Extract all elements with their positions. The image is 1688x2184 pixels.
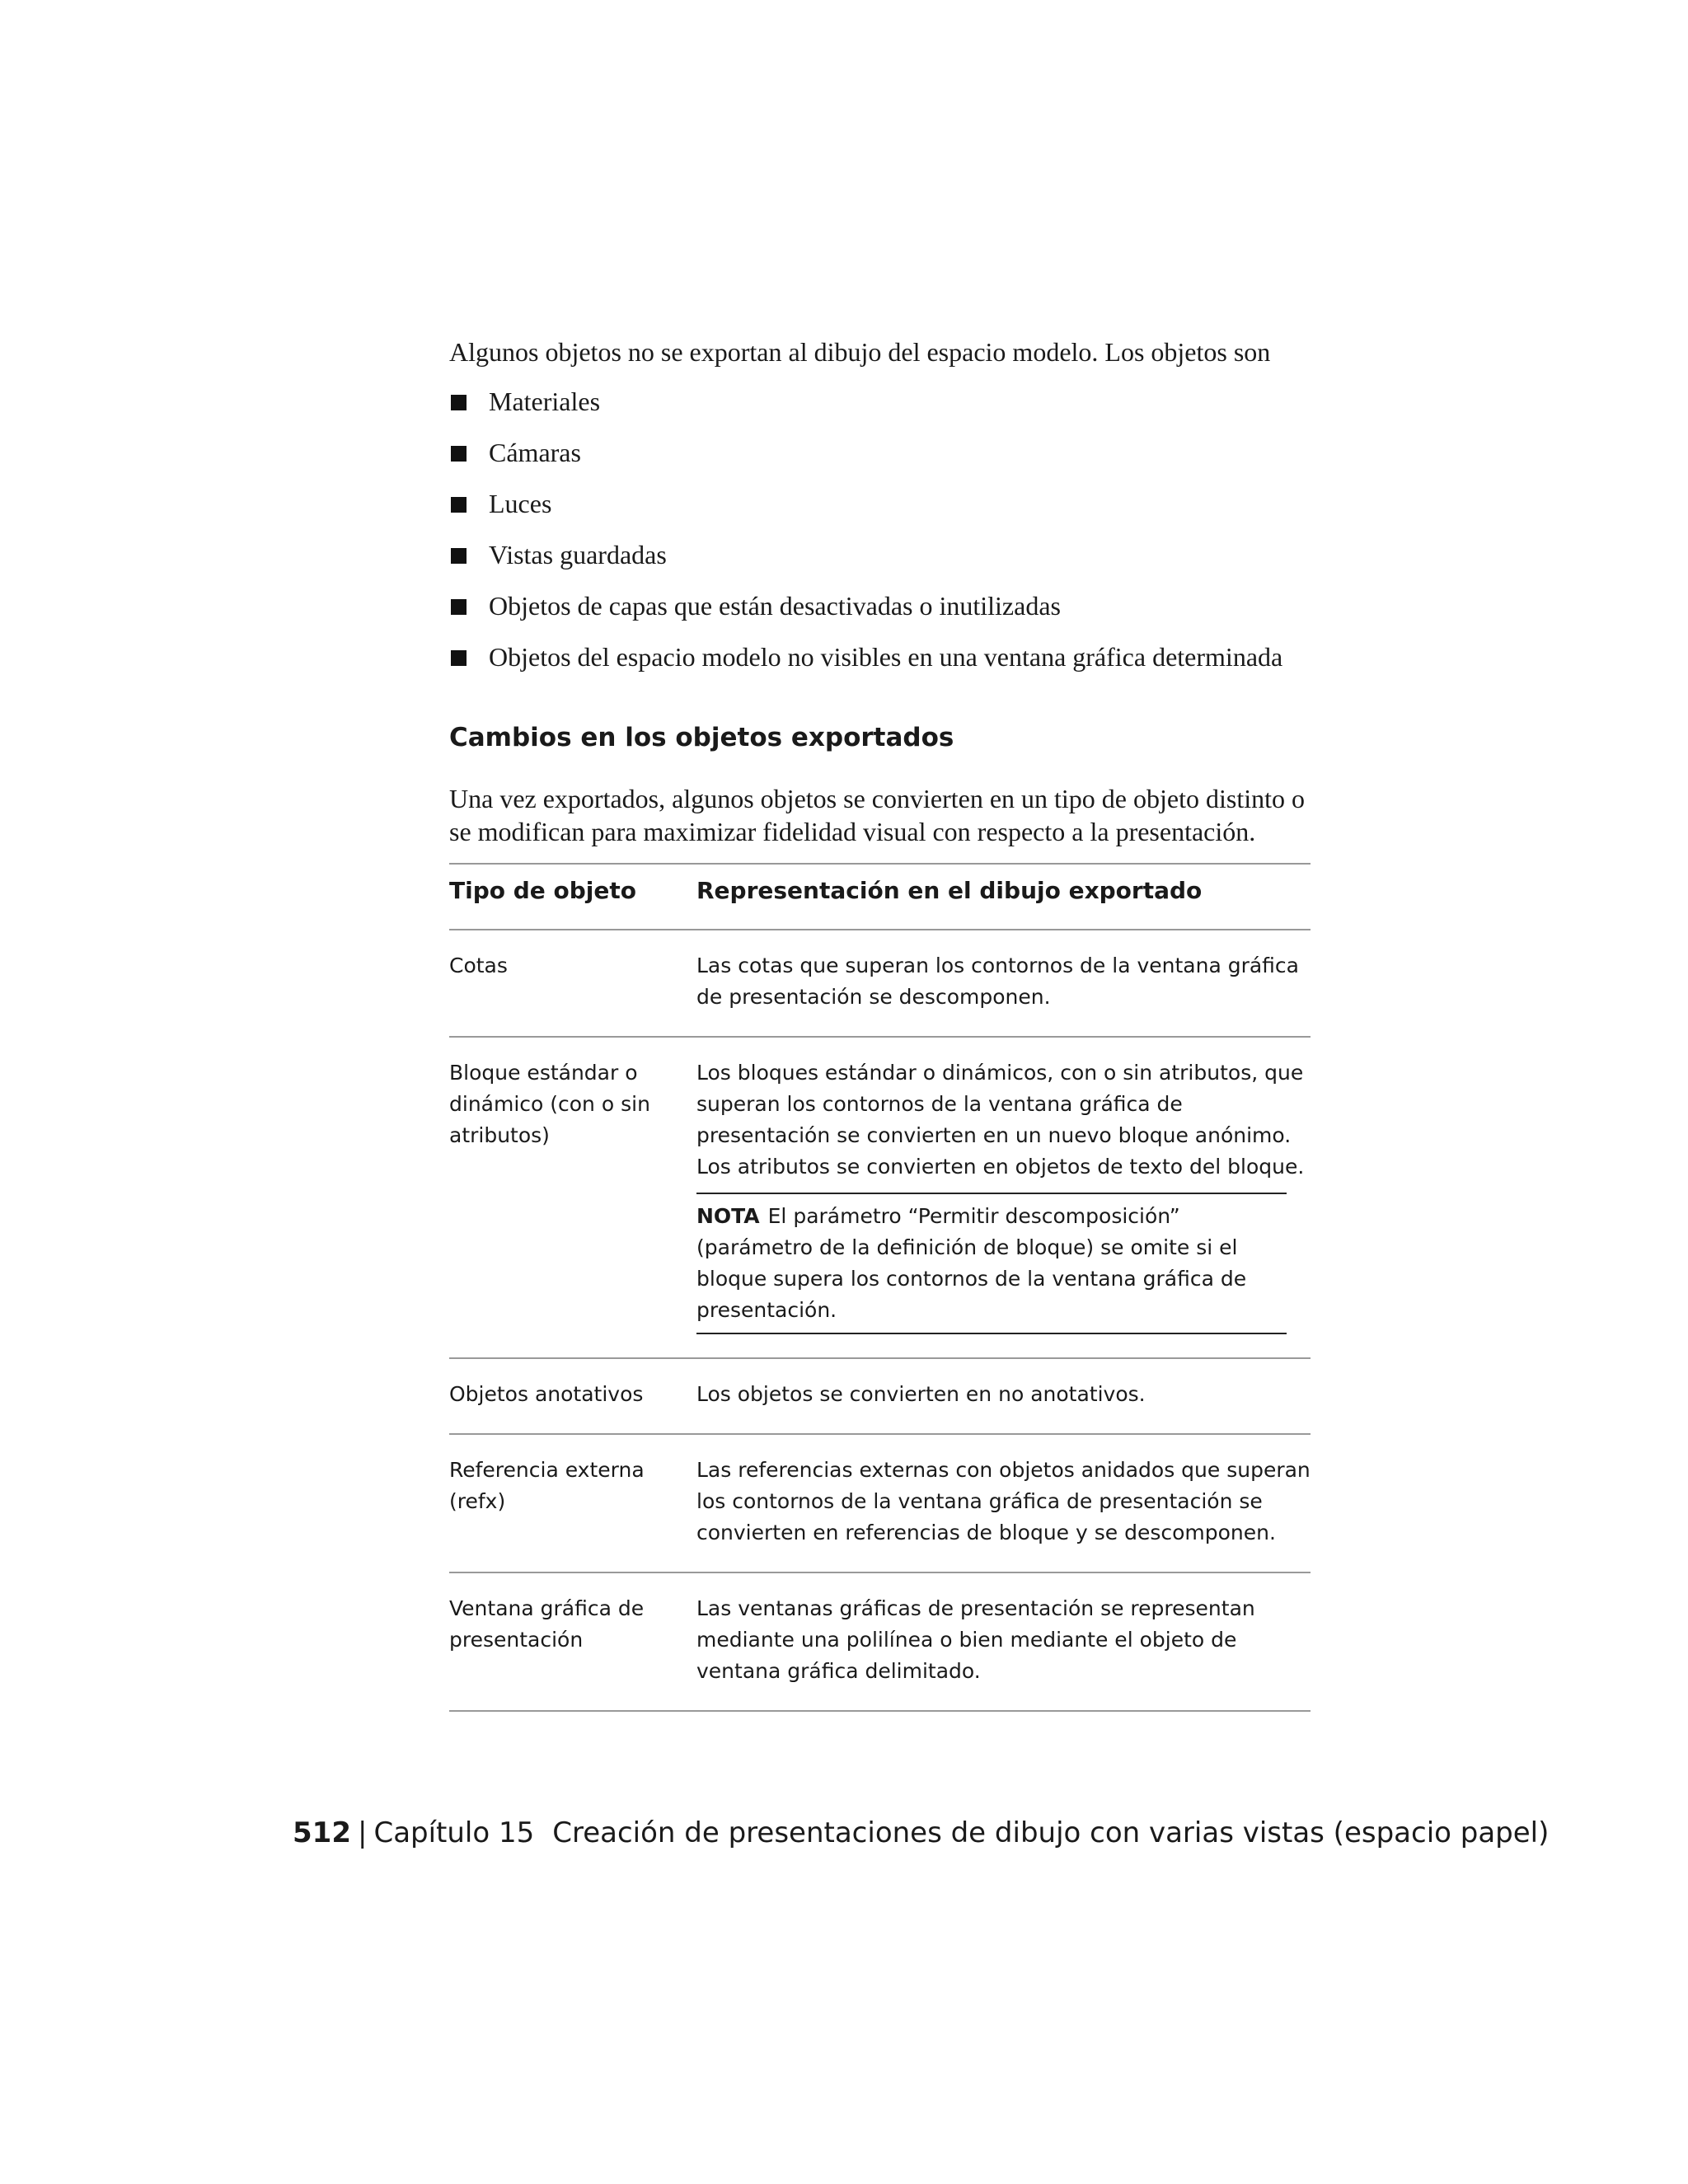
list-item-text: Materiales xyxy=(489,387,601,416)
page-content xyxy=(449,334,1315,1712)
list-item-text: Objetos del espacio modelo no visibles en una ventana gráfica determinada xyxy=(489,642,1283,672)
note-label: NOTA xyxy=(696,1204,760,1228)
excluded-objects-list xyxy=(449,383,1315,690)
object-type-cell: Referencia externa (refx) xyxy=(449,1434,696,1572)
section-heading: Cambios en los objetos exportados xyxy=(449,723,954,752)
table-header-row xyxy=(449,864,1311,930)
list-item xyxy=(449,537,1315,588)
note-text: El parámetro “Permitir descomposición” (parámetro de la definición de bloque) se omite si el bloque supera los contornos de la ventana gráfica de presentación. xyxy=(696,1204,1247,1322)
table-row xyxy=(449,1358,1311,1434)
column-header-type: Tipo de objeto xyxy=(449,864,696,930)
object-type-cell: Cotas xyxy=(449,930,696,1037)
bullet-square-icon xyxy=(451,395,467,410)
table-row xyxy=(449,1572,1311,1711)
section-paragraph: Una vez exportados, algunos objetos se convierten en un tipo de objeto distinto o se modifican para maximizar fidelidad visual con respecto a la presentación. xyxy=(449,784,1305,846)
list-item xyxy=(449,639,1315,690)
page-number: 512 xyxy=(293,1816,351,1849)
list-item xyxy=(449,485,1315,537)
bullet-square-icon xyxy=(451,548,467,564)
note-box xyxy=(696,1193,1287,1334)
representation-cell: Los objetos se convierten en no anotativos. xyxy=(696,1358,1311,1434)
table-row xyxy=(449,1434,1311,1572)
chapter-label: Capítulo 15 xyxy=(373,1816,535,1849)
representation-cell: Las cotas que superan los contornos de la ventana gráfica de presentación se descomponen. xyxy=(696,930,1311,1037)
bullet-square-icon xyxy=(451,599,467,615)
list-item-text: Objetos de capas que están desactivadas o inutilizadas xyxy=(489,591,1061,621)
page-footer xyxy=(293,1813,1549,1853)
representation-cell xyxy=(696,1037,1311,1358)
table-row xyxy=(449,1037,1311,1358)
column-header-representation: Representación en el dibujo exportado xyxy=(696,864,1311,930)
table-row xyxy=(449,930,1311,1037)
object-type-cell: Bloque estándar o dinámico (con o sin atributos) xyxy=(449,1037,696,1358)
list-item-text: Cámaras xyxy=(489,438,581,467)
intro-paragraph: Algunos objetos no se exportan al dibujo del espacio modelo. Los objetos son xyxy=(449,337,1271,367)
object-type-cell: Objetos anotativos xyxy=(449,1358,696,1434)
object-representation-table xyxy=(449,863,1311,1712)
bullet-square-icon xyxy=(451,497,467,513)
bullet-square-icon xyxy=(451,446,467,462)
list-item xyxy=(449,588,1315,639)
list-item-text: Vistas guardadas xyxy=(489,540,667,569)
representation-text: Los bloques estándar o dinámicos, con o sin atributos, que superan los contornos de la ventana gráfica de presentación se convierten en un nuevo bloque anónimo. Los atributos se convierten en objetos de texto del bloque. xyxy=(696,1061,1305,1179)
list-item xyxy=(449,434,1315,485)
bullet-square-icon xyxy=(451,650,467,666)
representation-cell: Las referencias externas con objetos anidados que superan los contornos de la ventana gráfica de presentación se convierten en referencias de bloque y se descomponen. xyxy=(696,1434,1311,1572)
footer-separator: | xyxy=(357,1816,368,1849)
object-type-cell: Ventana gráfica de presentación xyxy=(449,1572,696,1711)
list-item xyxy=(449,383,1315,434)
representation-cell: Las ventanas gráficas de presentación se representan mediante una polilínea o bien mediante el objeto de ventana gráfica delimitado. xyxy=(696,1572,1311,1711)
list-item-text: Luces xyxy=(489,489,552,518)
chapter-title: Creación de presentaciones de dibujo con varias vistas (espacio papel) xyxy=(552,1816,1550,1849)
